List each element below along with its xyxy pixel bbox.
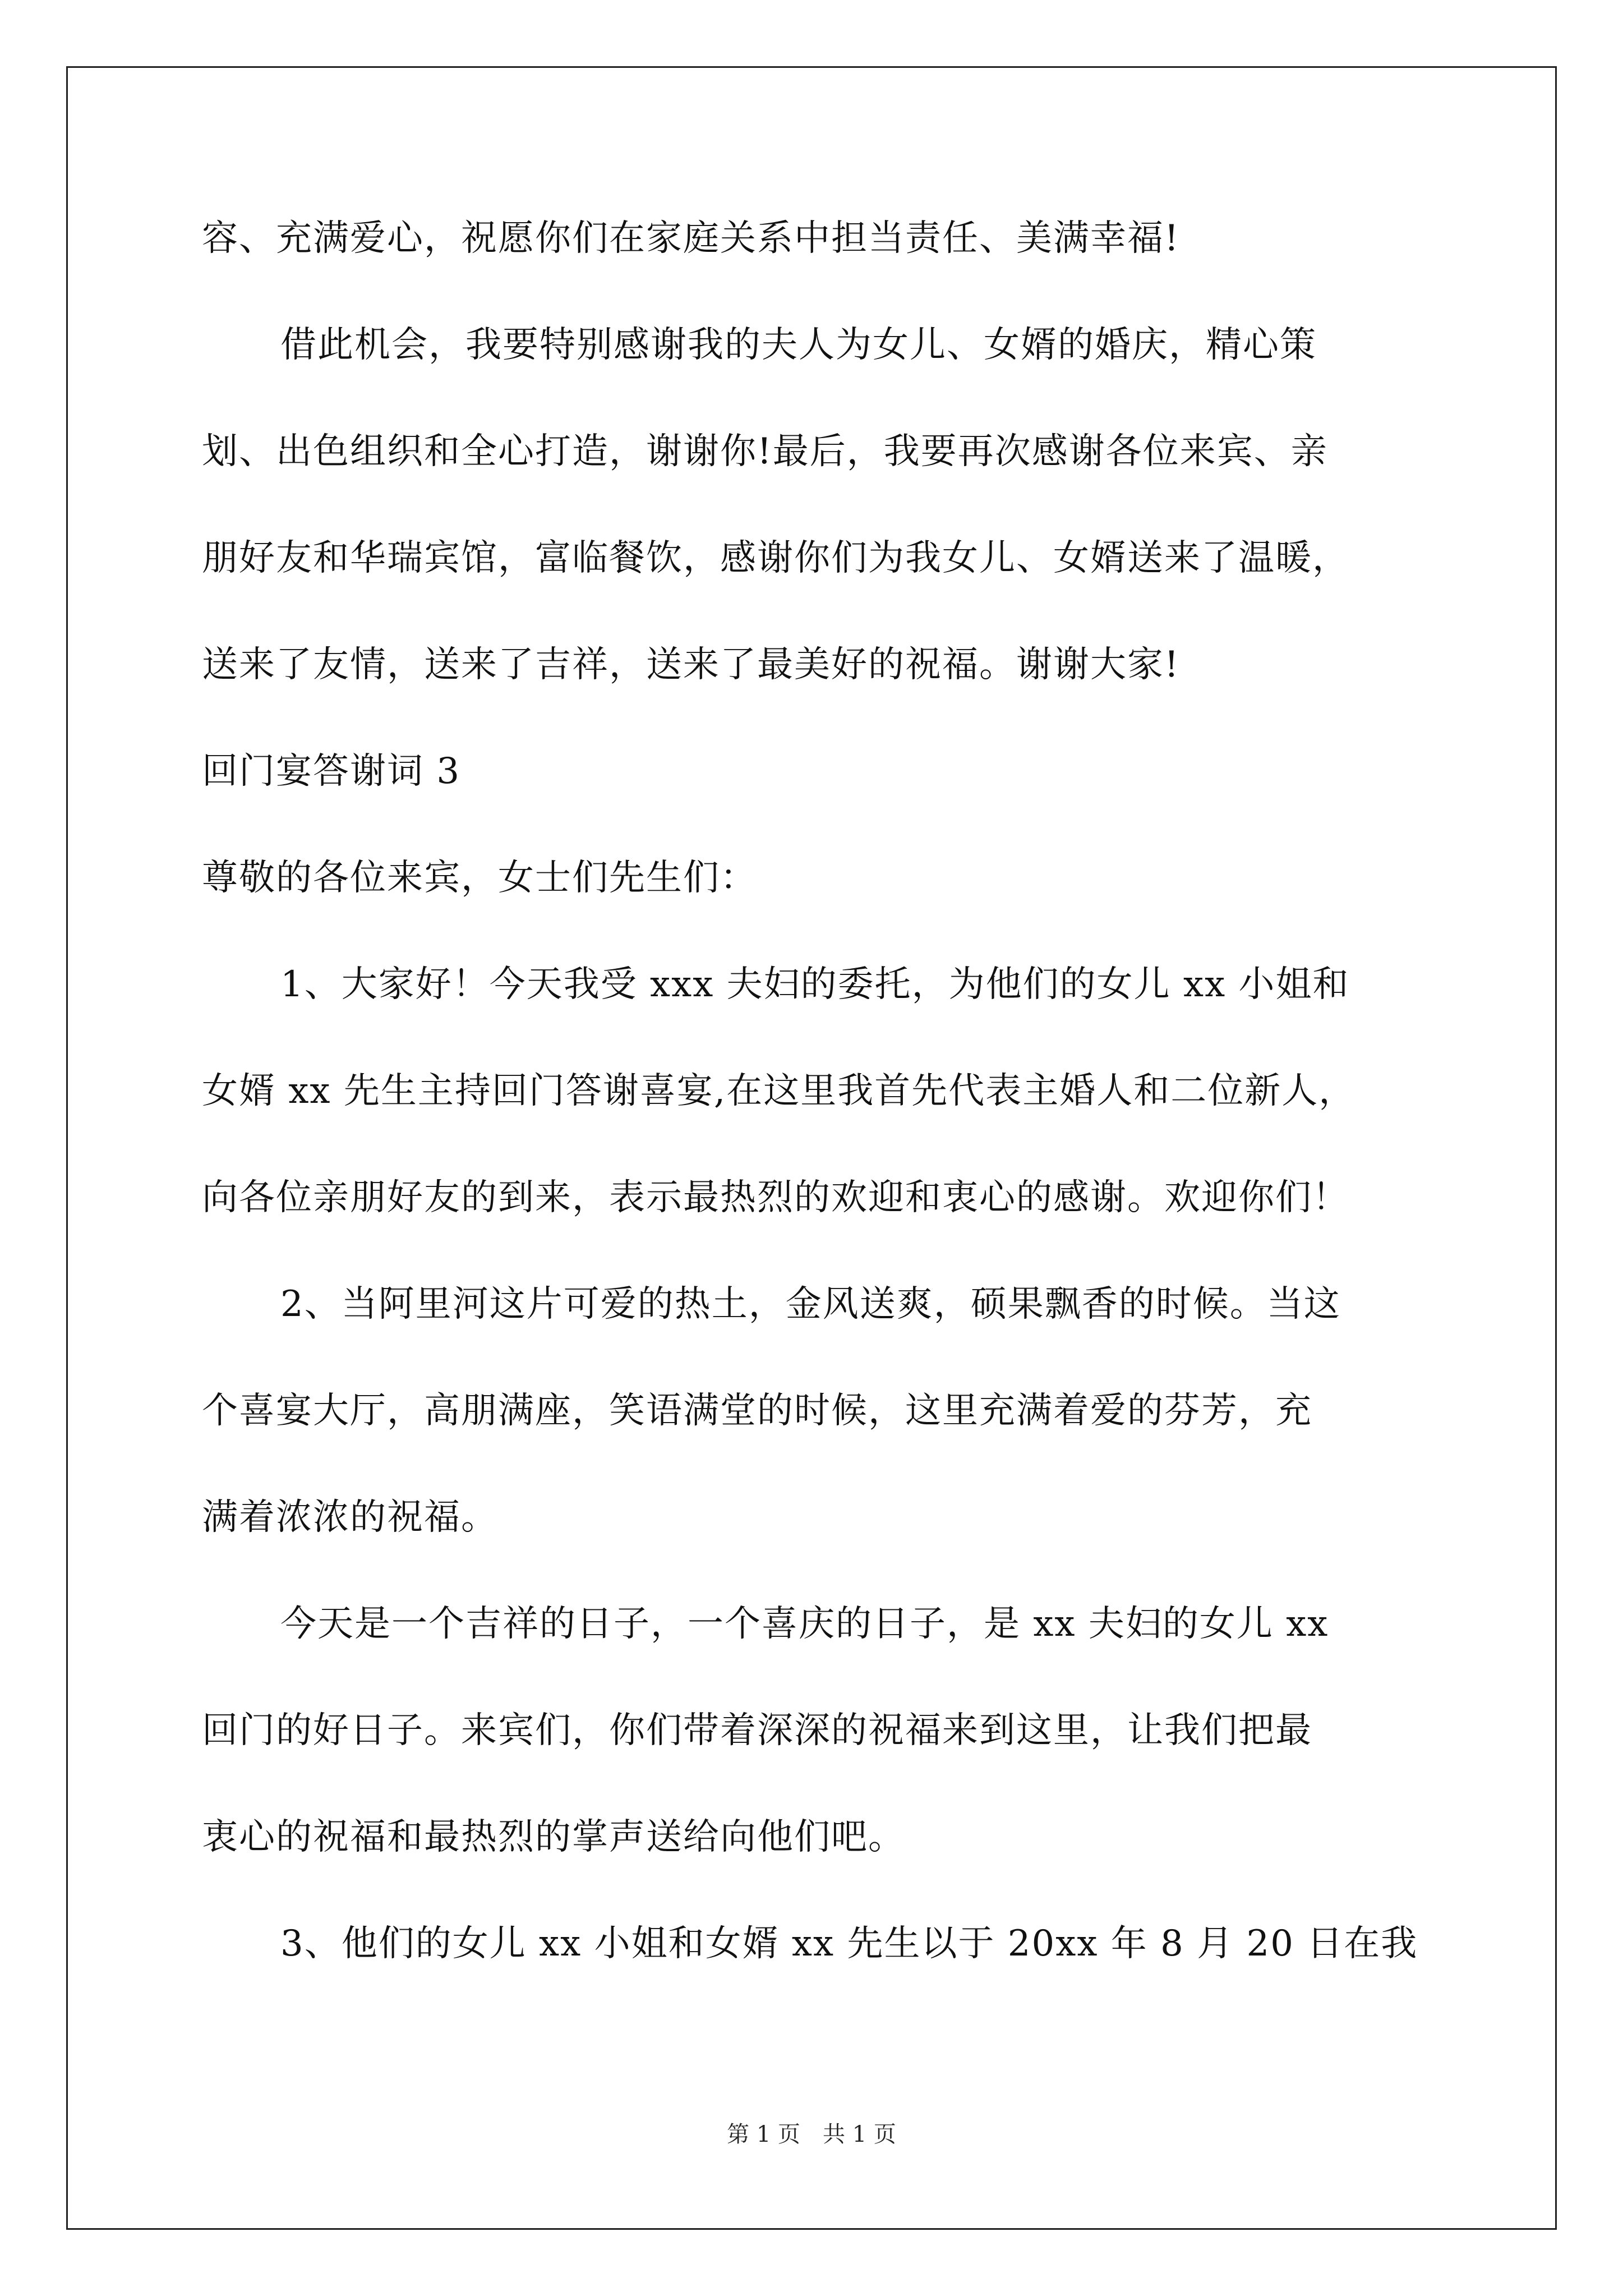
text-line: 3、他们的女儿 xx 小姐和女婿 xx 先生以于 20xx 年 8 月 20 日在我	[280, 1923, 1418, 1964]
text-line: 送来了友情，送来了吉祥，送来了最美好的祝福。谢谢大家!	[202, 644, 1180, 685]
salutation: 尊敬的各位来宾，女士们先生们：	[202, 857, 757, 899]
text-line: 今天是一个吉祥的日子，一个喜庆的日子，是 xx 夫妇的女儿 xx	[280, 1603, 1329, 1645]
text-line: 朋好友和华瑞宾馆，富临餐饮，感谢你们为我女儿、女婿送来了温暖，	[202, 537, 1349, 579]
text-line: 向各位亲朋好友的到来，表示最热烈的欢迎和衷心的感谢。欢迎你们！	[202, 1177, 1349, 1218]
text-line: 回门的好日子。来宾们，你们带着深深的祝福来到这里，让我们把最	[202, 1710, 1312, 1751]
text-line: 个喜宴大厅，高朋满座，笑语满堂的时候，这里充满着爱的芬芳，充	[202, 1390, 1312, 1432]
text-line: 容、充满爱心，祝愿你们在家庭关系中担当责任、美满幸福!	[202, 218, 1180, 259]
page-border	[66, 66, 1557, 2230]
text-line: 2、当阿里河这片可爱的热土，金风送爽，硕果飘香的时候。当这	[280, 1283, 1341, 1325]
text-line: 满着浓浓的祝福。	[202, 1497, 498, 1538]
text-line: 1、大家好！今天我受 xxx 夫妇的委托，为他们的女儿 xx 小姐和	[280, 964, 1350, 1005]
text-line: 女婿 xx 先生主持回门答谢喜宴,在这里我首先代表主婚人和二位新人，	[202, 1070, 1356, 1112]
text-line: 衷心的祝福和最热烈的掌声送给向他们吧。	[202, 1816, 905, 1858]
text-line: 划、出色组织和全心打造，谢谢你!最后，我要再次感谢各位来宾、亲	[202, 431, 1328, 472]
page-number: 第 1 页 共 1 页	[727, 2122, 896, 2147]
section-heading: 回门宴答谢词 3	[202, 751, 461, 792]
text-line: 借此机会，我要特别感谢我的夫人为女儿、女婿的婚庆，精心策	[280, 324, 1317, 366]
